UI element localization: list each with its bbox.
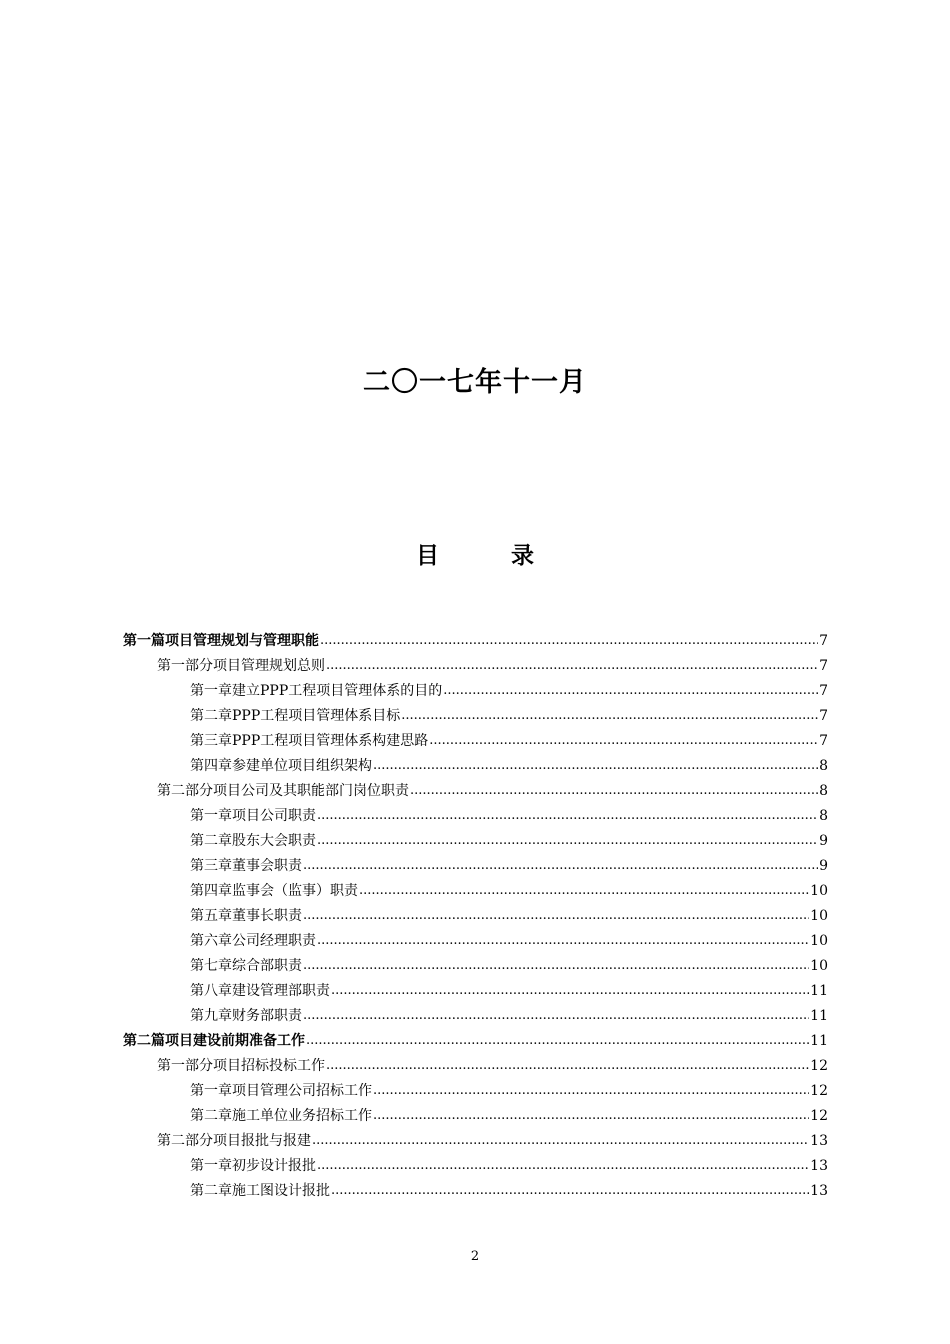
toc-dot-leader bbox=[303, 906, 809, 925]
toc-entry[interactable] bbox=[123, 1175, 828, 1200]
toc-entry-title: 建设管理部职责 bbox=[232, 983, 330, 999]
toc-entry-title: 参建单位项目组织架构 bbox=[232, 758, 372, 774]
toc-entry-title: 项目建设前期准备工作 bbox=[165, 1033, 305, 1049]
toc-entry[interactable] bbox=[123, 700, 828, 725]
toc-dot-leader bbox=[317, 806, 818, 825]
toc-dot-leader bbox=[331, 981, 809, 1000]
toc-dot-leader bbox=[373, 1081, 809, 1100]
toc-entry-page: 11 bbox=[810, 1008, 828, 1024]
toc-entry[interactable] bbox=[123, 925, 828, 950]
toc-entry-page: 7 bbox=[819, 708, 828, 724]
toc-entry-label: 第一章 bbox=[190, 1083, 232, 1099]
toc-entry-title: 项目公司职责 bbox=[232, 808, 316, 824]
toc-dot-leader bbox=[320, 631, 818, 650]
toc-entry-label: 第四章 bbox=[190, 758, 232, 774]
toc-dot-leader bbox=[303, 856, 818, 875]
toc-dot-leader bbox=[326, 1056, 809, 1075]
toc-dot-leader bbox=[317, 931, 809, 950]
toc-entry-page: 13 bbox=[810, 1158, 828, 1174]
toc-entry-title: 董事长职责 bbox=[232, 908, 302, 924]
toc-dot-leader bbox=[410, 781, 818, 800]
toc-entry[interactable] bbox=[123, 900, 828, 925]
toc-entry-page: 8 bbox=[819, 808, 828, 824]
toc-entry-page: 11 bbox=[810, 983, 828, 999]
toc-entry[interactable] bbox=[123, 650, 828, 675]
toc-entry-label: 第七章 bbox=[190, 958, 232, 974]
page-number: 2 bbox=[470, 1249, 480, 1264]
toc-heading: 目 录 bbox=[415, 543, 566, 569]
toc-entry-page: 10 bbox=[810, 958, 828, 974]
toc-dot-leader bbox=[373, 756, 818, 775]
cover-date: 二〇一七年十一月 bbox=[363, 367, 587, 398]
toc-entry[interactable] bbox=[123, 750, 828, 775]
toc-entry-page: 13 bbox=[810, 1133, 828, 1149]
toc-dot-leader bbox=[373, 1106, 809, 1125]
toc-dot-leader bbox=[443, 681, 818, 700]
toc-entry-page: 10 bbox=[810, 883, 828, 899]
toc-entry-label: 第一章 bbox=[190, 808, 232, 824]
toc-entry[interactable] bbox=[123, 725, 828, 750]
toc-entry-label: 第一部分 bbox=[157, 1058, 213, 1074]
toc-entry-label: 第五章 bbox=[190, 908, 232, 924]
toc-entry[interactable] bbox=[123, 950, 828, 975]
toc-entry-page: 12 bbox=[810, 1058, 828, 1074]
toc-entry-page: 8 bbox=[819, 783, 828, 799]
toc-entry-label: 第四章 bbox=[190, 883, 232, 899]
toc-entry-label: 第二章 bbox=[190, 1183, 232, 1199]
toc-entry-title: 项目管理规划与管理职能 bbox=[165, 633, 319, 649]
toc-entry-label: 第八章 bbox=[190, 983, 232, 999]
toc-dot-leader bbox=[317, 1156, 809, 1175]
toc-entry-page: 13 bbox=[810, 1183, 828, 1199]
toc-dot-leader bbox=[303, 956, 809, 975]
toc-entry[interactable] bbox=[123, 825, 828, 850]
toc-entry[interactable] bbox=[123, 1075, 828, 1100]
toc-entry[interactable] bbox=[123, 975, 828, 1000]
toc-entry-title: 监事会（监事）职责 bbox=[232, 883, 358, 899]
toc-entry-title: 建立PPP工程项目管理体系的目的 bbox=[232, 683, 443, 699]
toc-entry-title: 项目管理公司招标工作 bbox=[232, 1083, 372, 1099]
toc-dot-leader bbox=[303, 1006, 809, 1025]
toc-entry[interactable] bbox=[123, 1100, 828, 1125]
toc-entry-label: 第二篇 bbox=[123, 1033, 165, 1049]
toc-entry-label: 第二章 bbox=[190, 1108, 232, 1124]
toc-entry-label: 第二章 bbox=[190, 708, 232, 724]
toc-entry-page: 7 bbox=[819, 683, 828, 699]
toc-entry-label: 第一篇 bbox=[123, 633, 165, 649]
toc-entry-title: 施工单位业务招标工作 bbox=[232, 1108, 372, 1124]
toc-entry-page: 8 bbox=[819, 758, 828, 774]
toc-entry-title: 项目公司及其职能部门岗位职责 bbox=[213, 783, 409, 799]
toc-entry[interactable] bbox=[123, 1050, 828, 1075]
toc-entry-label: 第三章 bbox=[190, 858, 232, 874]
toc-dot-leader bbox=[429, 731, 818, 750]
toc-entry-label: 第六章 bbox=[190, 933, 232, 949]
toc-entry-label: 第一章 bbox=[190, 683, 232, 699]
toc-dot-leader bbox=[401, 706, 818, 725]
toc-entry[interactable] bbox=[123, 875, 828, 900]
toc-entry-label: 第九章 bbox=[190, 1008, 232, 1024]
toc-entry-page: 11 bbox=[810, 1033, 828, 1049]
toc-entry-page: 12 bbox=[810, 1108, 828, 1124]
toc-dot-leader bbox=[359, 881, 809, 900]
toc-entry-title: 综合部职责 bbox=[232, 958, 302, 974]
toc-dot-leader bbox=[331, 1181, 809, 1200]
toc-entry-title: 施工图设计报批 bbox=[232, 1183, 330, 1199]
toc-entry-label: 第一章 bbox=[190, 1158, 232, 1174]
toc-entry[interactable] bbox=[123, 800, 828, 825]
toc-entry-title: 公司经理职责 bbox=[232, 933, 316, 949]
toc-entry-title: 董事会职责 bbox=[232, 858, 302, 874]
toc-entry-title: 财务部职责 bbox=[232, 1008, 302, 1024]
toc-entry-page: 9 bbox=[819, 833, 828, 849]
toc-entry[interactable] bbox=[123, 625, 828, 650]
toc-entry-page: 7 bbox=[819, 633, 828, 649]
toc-entry-label: 第二部分 bbox=[157, 1133, 213, 1149]
toc-dot-leader bbox=[326, 656, 818, 675]
toc-entry-title: 项目管理规划总则 bbox=[213, 658, 325, 674]
toc-entry-page: 12 bbox=[810, 1083, 828, 1099]
toc-entry-title: 项目招标投标工作 bbox=[213, 1058, 325, 1074]
table-of-contents bbox=[123, 625, 828, 1200]
toc-entry[interactable] bbox=[123, 1000, 828, 1025]
toc-entry-label: 第一部分 bbox=[157, 658, 213, 674]
toc-entry-label: 第二部分 bbox=[157, 783, 213, 799]
toc-entry[interactable] bbox=[123, 675, 828, 700]
toc-entry-page: 10 bbox=[810, 933, 828, 949]
toc-entry-page: 10 bbox=[810, 908, 828, 924]
toc-entry-page: 9 bbox=[819, 858, 828, 874]
toc-entry-page: 7 bbox=[819, 733, 828, 749]
toc-entry-title: 股东大会职责 bbox=[232, 833, 316, 849]
toc-dot-leader bbox=[306, 1031, 809, 1050]
toc-entry[interactable] bbox=[123, 850, 828, 875]
toc-entry[interactable] bbox=[123, 1125, 828, 1150]
toc-entry-page: 7 bbox=[819, 658, 828, 674]
toc-entry-title: 项目报批与报建 bbox=[213, 1133, 311, 1149]
toc-entry-title: 初步设计报批 bbox=[232, 1158, 316, 1174]
toc-entry[interactable] bbox=[123, 775, 828, 800]
toc-entry[interactable] bbox=[123, 1150, 828, 1175]
toc-dot-leader bbox=[312, 1131, 809, 1150]
toc-entry-label: 第二章 bbox=[190, 833, 232, 849]
toc-entry-title: PPP工程项目管理体系构建思路 bbox=[232, 733, 429, 749]
toc-entry-title: PPP工程项目管理体系目标 bbox=[232, 708, 401, 724]
toc-entry[interactable] bbox=[123, 1025, 828, 1050]
toc-dot-leader bbox=[317, 831, 818, 850]
toc-entry-label: 第三章 bbox=[190, 733, 232, 749]
